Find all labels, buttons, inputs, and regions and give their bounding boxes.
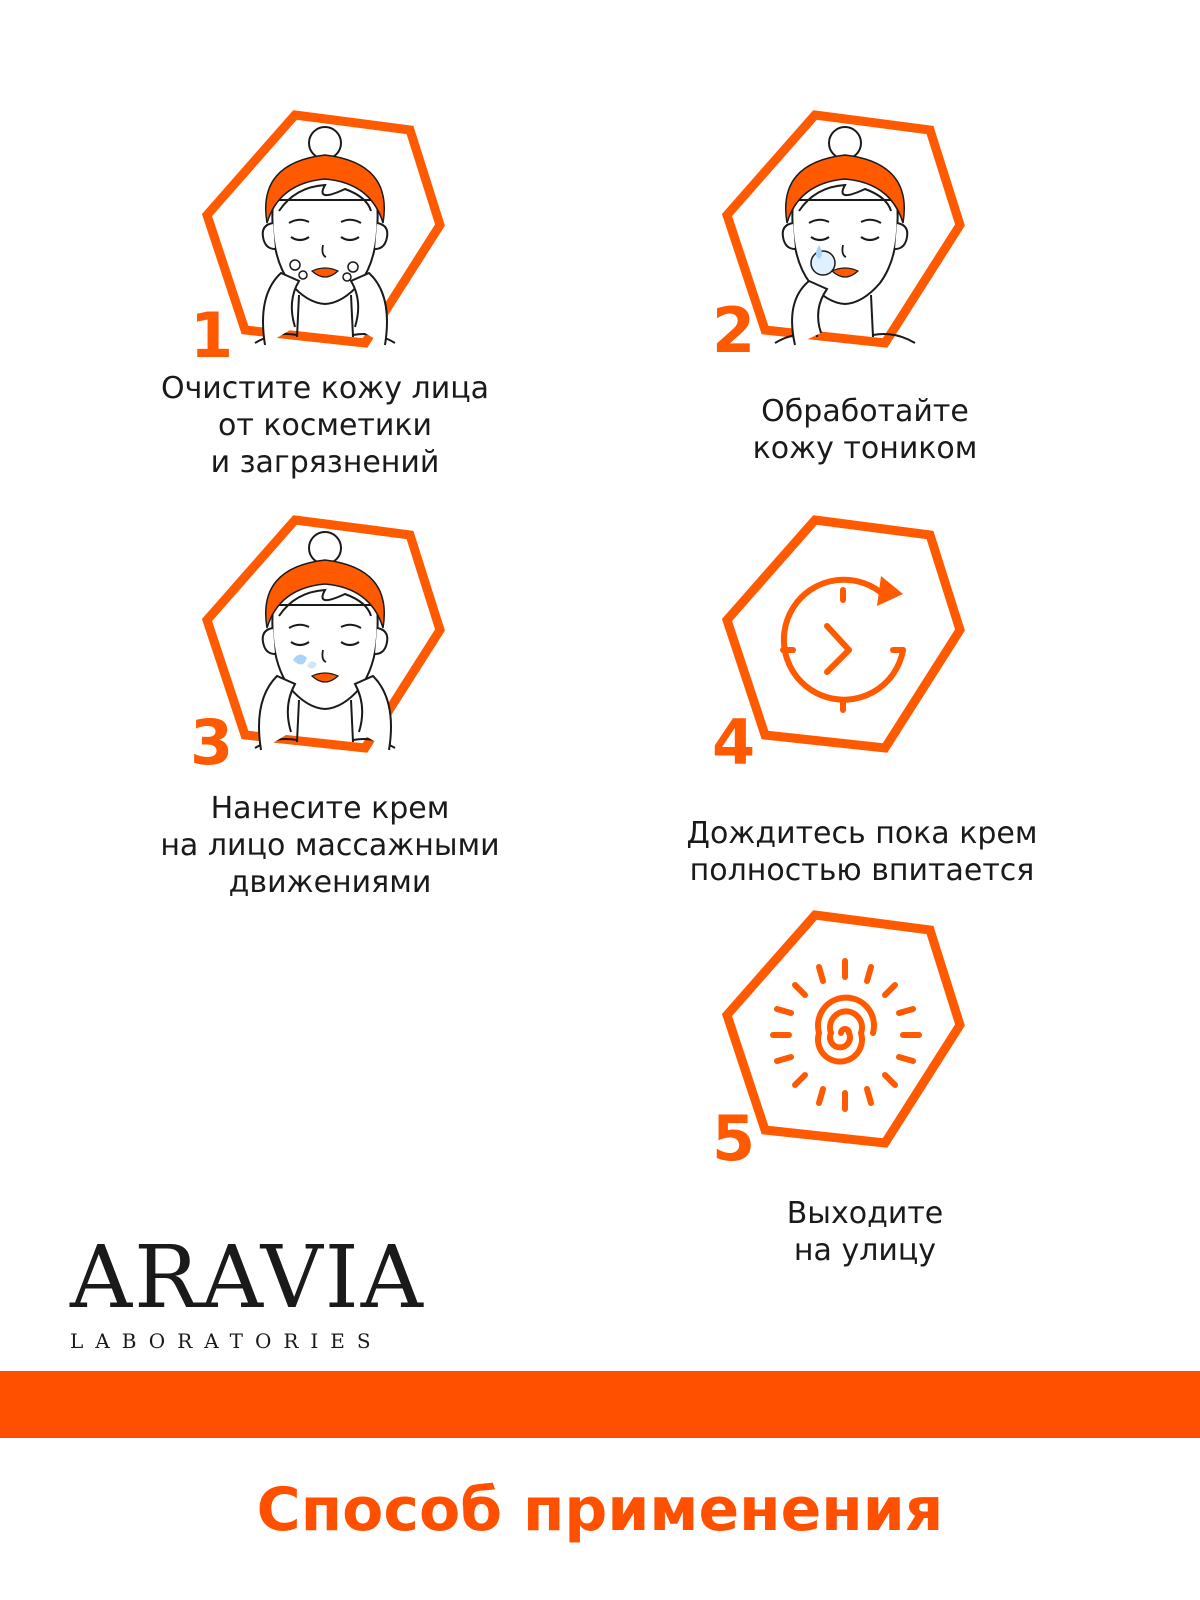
step-text-line: Выходите — [786, 1196, 944, 1231]
step-number: 3 — [190, 706, 234, 779]
step-number: 2 — [712, 294, 756, 367]
step-description — [665, 1195, 1065, 1269]
step-description — [125, 370, 525, 481]
step-text-line: Очистите кожу лица — [160, 371, 490, 406]
step-description — [130, 790, 530, 901]
step-text-line: полностью впитается — [689, 853, 1035, 888]
step-text-line: Нанесите крем — [210, 791, 450, 826]
step-text-line: Обработайте — [761, 394, 969, 429]
step-text-line: кожу тоником — [752, 431, 978, 466]
brand-subtitle: LABORATORIES — [70, 1329, 383, 1353]
step-text-line: движениями — [228, 865, 432, 900]
step-number: 4 — [712, 706, 756, 779]
step-text-line: на улицу — [793, 1233, 937, 1268]
page-title: Способ применения — [256, 1475, 944, 1545]
step-text-line: на лицо массажными — [160, 828, 500, 863]
step-text-line: и загрязнений — [210, 445, 440, 480]
brand-logo — [70, 1228, 425, 1353]
step-number: 1 — [190, 299, 234, 372]
step-description — [642, 815, 1082, 889]
step-text-line: от косметики — [217, 408, 432, 443]
face-wash-icon — [195, 105, 455, 365]
step-description — [665, 393, 1065, 467]
face-cream-icon — [195, 510, 455, 770]
accent-bar — [0, 1371, 1200, 1438]
step-text-line: Дождитесь пока крем — [686, 816, 1038, 851]
brand-name: ARAVIA — [70, 1228, 425, 1328]
step-number: 5 — [712, 1102, 756, 1175]
